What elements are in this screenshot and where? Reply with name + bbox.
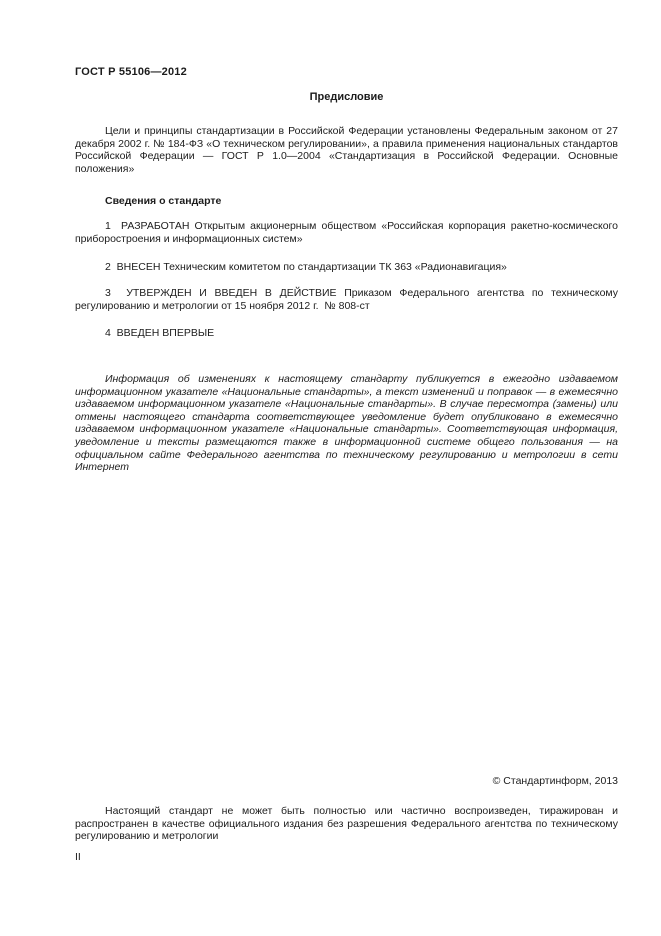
standard-info-item-approved: 3 УТВЕРЖДЕН И ВВЕДЕН В ДЕЙСТВИЕ Приказом Федерального агентства по техническому регулированию и метрологии от 15 ноября 2012 г. № 808-ст xyxy=(75,287,618,312)
standard-info-heading: Сведения о стандарте xyxy=(105,195,222,207)
preface-title: Предисловие xyxy=(309,91,384,103)
copyright-line: © Стандартинформ, 2013 xyxy=(492,775,618,787)
standard-info-item-developed: 1 РАЗРАБОТАН Открытым акционерным обществом «Российская корпорация ракетно-космического приборостроения и информационных систем» xyxy=(75,220,618,245)
changes-notice-paragraph: Информация об изменениях к настоящему стандарту публикуется в ежегодно издаваемом информационном указателе «Национальные стандарты», а текст изменений и поправок — в ежемесячно издаваемом информационном указателе «Национальные стандарты». В случае пересмотра (замены) или отмены настоящего стандарта соответствующее уведомление будет опубликовано в ежемесячно издаваемом информационном указателе «Национальные стандарты». Соответствующая информация, уведомление и тексты размещаются также в информационной системе общего пользования — на официальном сайте Федерального агентства по техническому регулированию и метрологии в сети Интернет xyxy=(75,373,618,474)
doc-number: ГОСТ Р 55106—2012 xyxy=(75,66,187,78)
reproduction-restriction-paragraph: Настоящий стандарт не может быть полностью или частично воспроизведен, тиражирован и распространен в качестве официального издания без разрешения Федерального агентства по техническому регулированию и метрологии xyxy=(75,805,618,842)
standard-info-item-submitted: 2 ВНЕСЕН Техническим комитетом по стандартизации ТК 363 «Радионавигация» xyxy=(105,261,507,273)
intro-paragraph: Цели и принципы стандартизации в Российской Федерации установлены Федеральным законом от 27 декабря 2002 г. № 184-ФЗ «О техническом регулировании», а правила применения национальных стандартов Российской Федерации — ГОСТ Р 1.0—2004 «Стандартизация в Российской Федерации. Основные положения» xyxy=(75,125,618,175)
page-number: II xyxy=(75,851,81,863)
standard-info-item-first-introduced: 4 ВВЕДЕН ВПЕРВЫЕ xyxy=(105,327,215,339)
